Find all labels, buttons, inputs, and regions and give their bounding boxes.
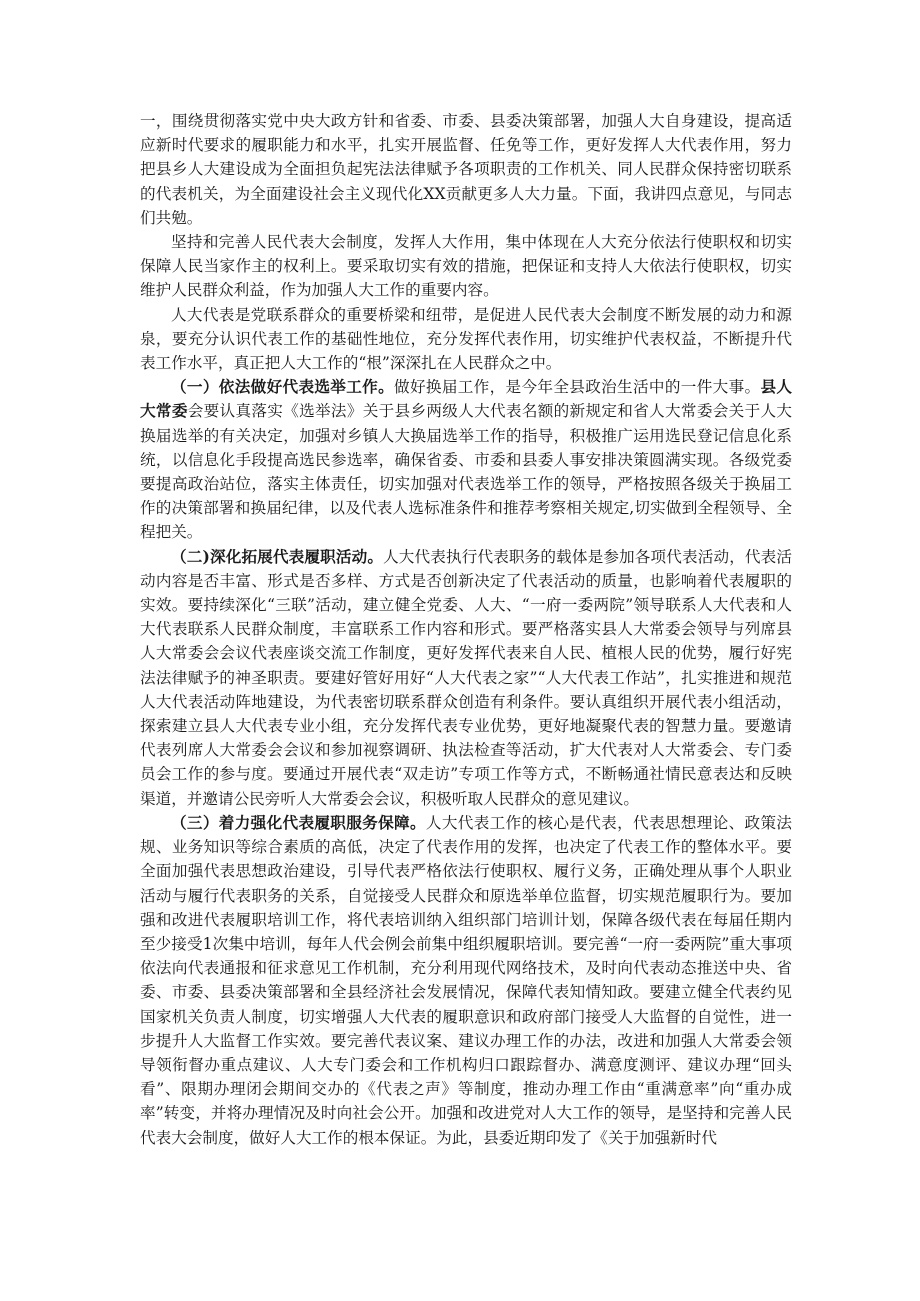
section-heading-election: （一）依法做好代表选举工作。 xyxy=(171,377,395,397)
section-bold-fragment: 县人大常委 xyxy=(140,377,792,421)
paragraph-intro: 一，围绕贯彻落实党中央大政方针和省委、市委、县委决策部署，加强人大自身建设，提高适应新时代要求的履职能力和水平，扎实开展监督、任免等工作，更好发挥人大代表作用，努力把县乡人大建设成为全面担负起宪法法律赋予各项职责的工作机关、同人民群众保持密切联系的代表机关，为全面建设社会主义现代化XX贡献更多人大力量。下面，我讲四点意见，与同志们共勉。 xyxy=(140,112,792,227)
paragraph-deputies: 人大代表是党联系群众的重要桥梁和纽带，是促进人民代表大会制度不断发展的动力和源泉，要充分认识代表工作的基础性地位，充分发挥代表作用，切实维护代表权益，不断提升代表工作水平，真正把人大工作的“根”深深扎在人民群众之中。 xyxy=(140,305,792,373)
section-heading-activities: （二)深化拓展代表履职活动。 xyxy=(171,546,384,566)
section-body-service: 人大代表工作的核心是代表，代表思想理论、政策法规、业务知识等综合素质的高低，决定了代表作用的发挥，也决定了代表工作的整体水平。要全面加强代表思想政治建设，引导代表严格依法行使职权、履行义务，正确处理从事个人职业活动与履行代表职务的关系，自觉接受人民群众和原选举单位监督，切实规范履职行为。要加强和改进代表履职培训工作，将代表培训纳入组织部门培训计划，保障各级代表在每届任期内至少接受1次集中培训，每年人代会例会前集中组织履职培训。要完善“一府一委两院”重大事项依法向代表通报和征求意见工作机制，充分利用现代网络技术，及时向代表动态推送中央、省委、市委、县委决策部署和全县经济社会发展情况，保障代表知情知政。要建立健全代表约见国家机关负责人制度，切实增强人大代表的履职意识和政府部门接受人大监督的自觉性，进一步提升人大监督工作实效。要完善代表议案、建议办理工作的办法，改进和加强人大常委会领导领衔督办重点建议、人大专门委会和工作机构归口跟踪督办、满意度测评、建议办理“回头看”、限期办理闭会期间交办的《代表之声》等制度，推动办理工作由“重满意率”向“重办成率”转变，并将办理情况及时向社会公开。加强和改进党对人大工作的领导，是坚持和完善人民代表大会制度，做好人大工作的根本保证。为此，县委近期印发了《关于加强新时代 xyxy=(140,813,792,1147)
paragraph-system: 坚持和完善人民代表大会制度，发挥人大作用，集中体现在人大充分依法行使职权和切实保障人民当家作主的权利上。要采取切实有效的措施，把保证和支持人大依法行使职权，切实维护人民群众利益，作为加强人大工作的重要内容。 xyxy=(140,233,792,300)
section-activities xyxy=(140,545,792,811)
section-election xyxy=(140,375,792,544)
section-heading-service: （三）着力强化代表履职服务保障。 xyxy=(171,812,426,832)
section-body-activities: 人大代表执行代表职务的载体是参加各项代表活动，代表活动内容是否丰富、形式是否多样、方式是否创新决定了代表活动的质量，也影响着代表履职的实效。要持续深化“三联”活动，建立健全党委、人大、“一府一委两院”领导联系人大代表和人大代表联系人民群众制度，丰富联系工作内容和形式。要严格落实县人大常委会领导与列席县人大常委会会议代表座谈交流工作制度，更好发挥代表来自人民、植根人民的优势，履行好宪法法律赋予的神圣职责。要建好管好用好“人大代表之家”“人大代表工作站”，扎实推进和规范人大代表活动阵地建设，为代表密切联系群众创造有利条件。要认真组织开展代表小组活动，探索建立县人大代表专业小组，充分发挥代表专业优势，更好地凝聚代表的智慧力量。要邀请代表列席人大常委会会议和参加视察调研、执法检查等活动，扩大代表对人大常委会、专门委员会工作的参与度。要通过开展代表“双走访”专项工作等方式，不断畅通社情民意表达和反映渠道，并邀请公民旁听人大常委会会议，积极听取人民群众的意见建议。 xyxy=(140,547,792,808)
section-body-election: 会要认真落实《选举法》关于县乡两级人大代表名额的新规定和省人大常委会关于人大换届选举的有关决定，加强对乡镇人大换届选举工作的指导，积极推广运用选民登记信息化系统，以信息化手段提高选民参选率，确保省委、市委和县委人事安排决策圆满实现。各级党委要提高政治站位，落实主体责任，切实加强对代表选举工作的领导，严格按照各级关于换届工作的决策部署和换届纪律，以及代表人选标准条件和推荐考察相关规定,切实做到全程领导、全程把关。 xyxy=(140,402,792,542)
document-page xyxy=(140,109,792,1150)
section-body-election-lead: 做好换届工作，是今年全县政治生活中的一件大事。 xyxy=(394,378,761,397)
section-service xyxy=(140,811,792,1150)
